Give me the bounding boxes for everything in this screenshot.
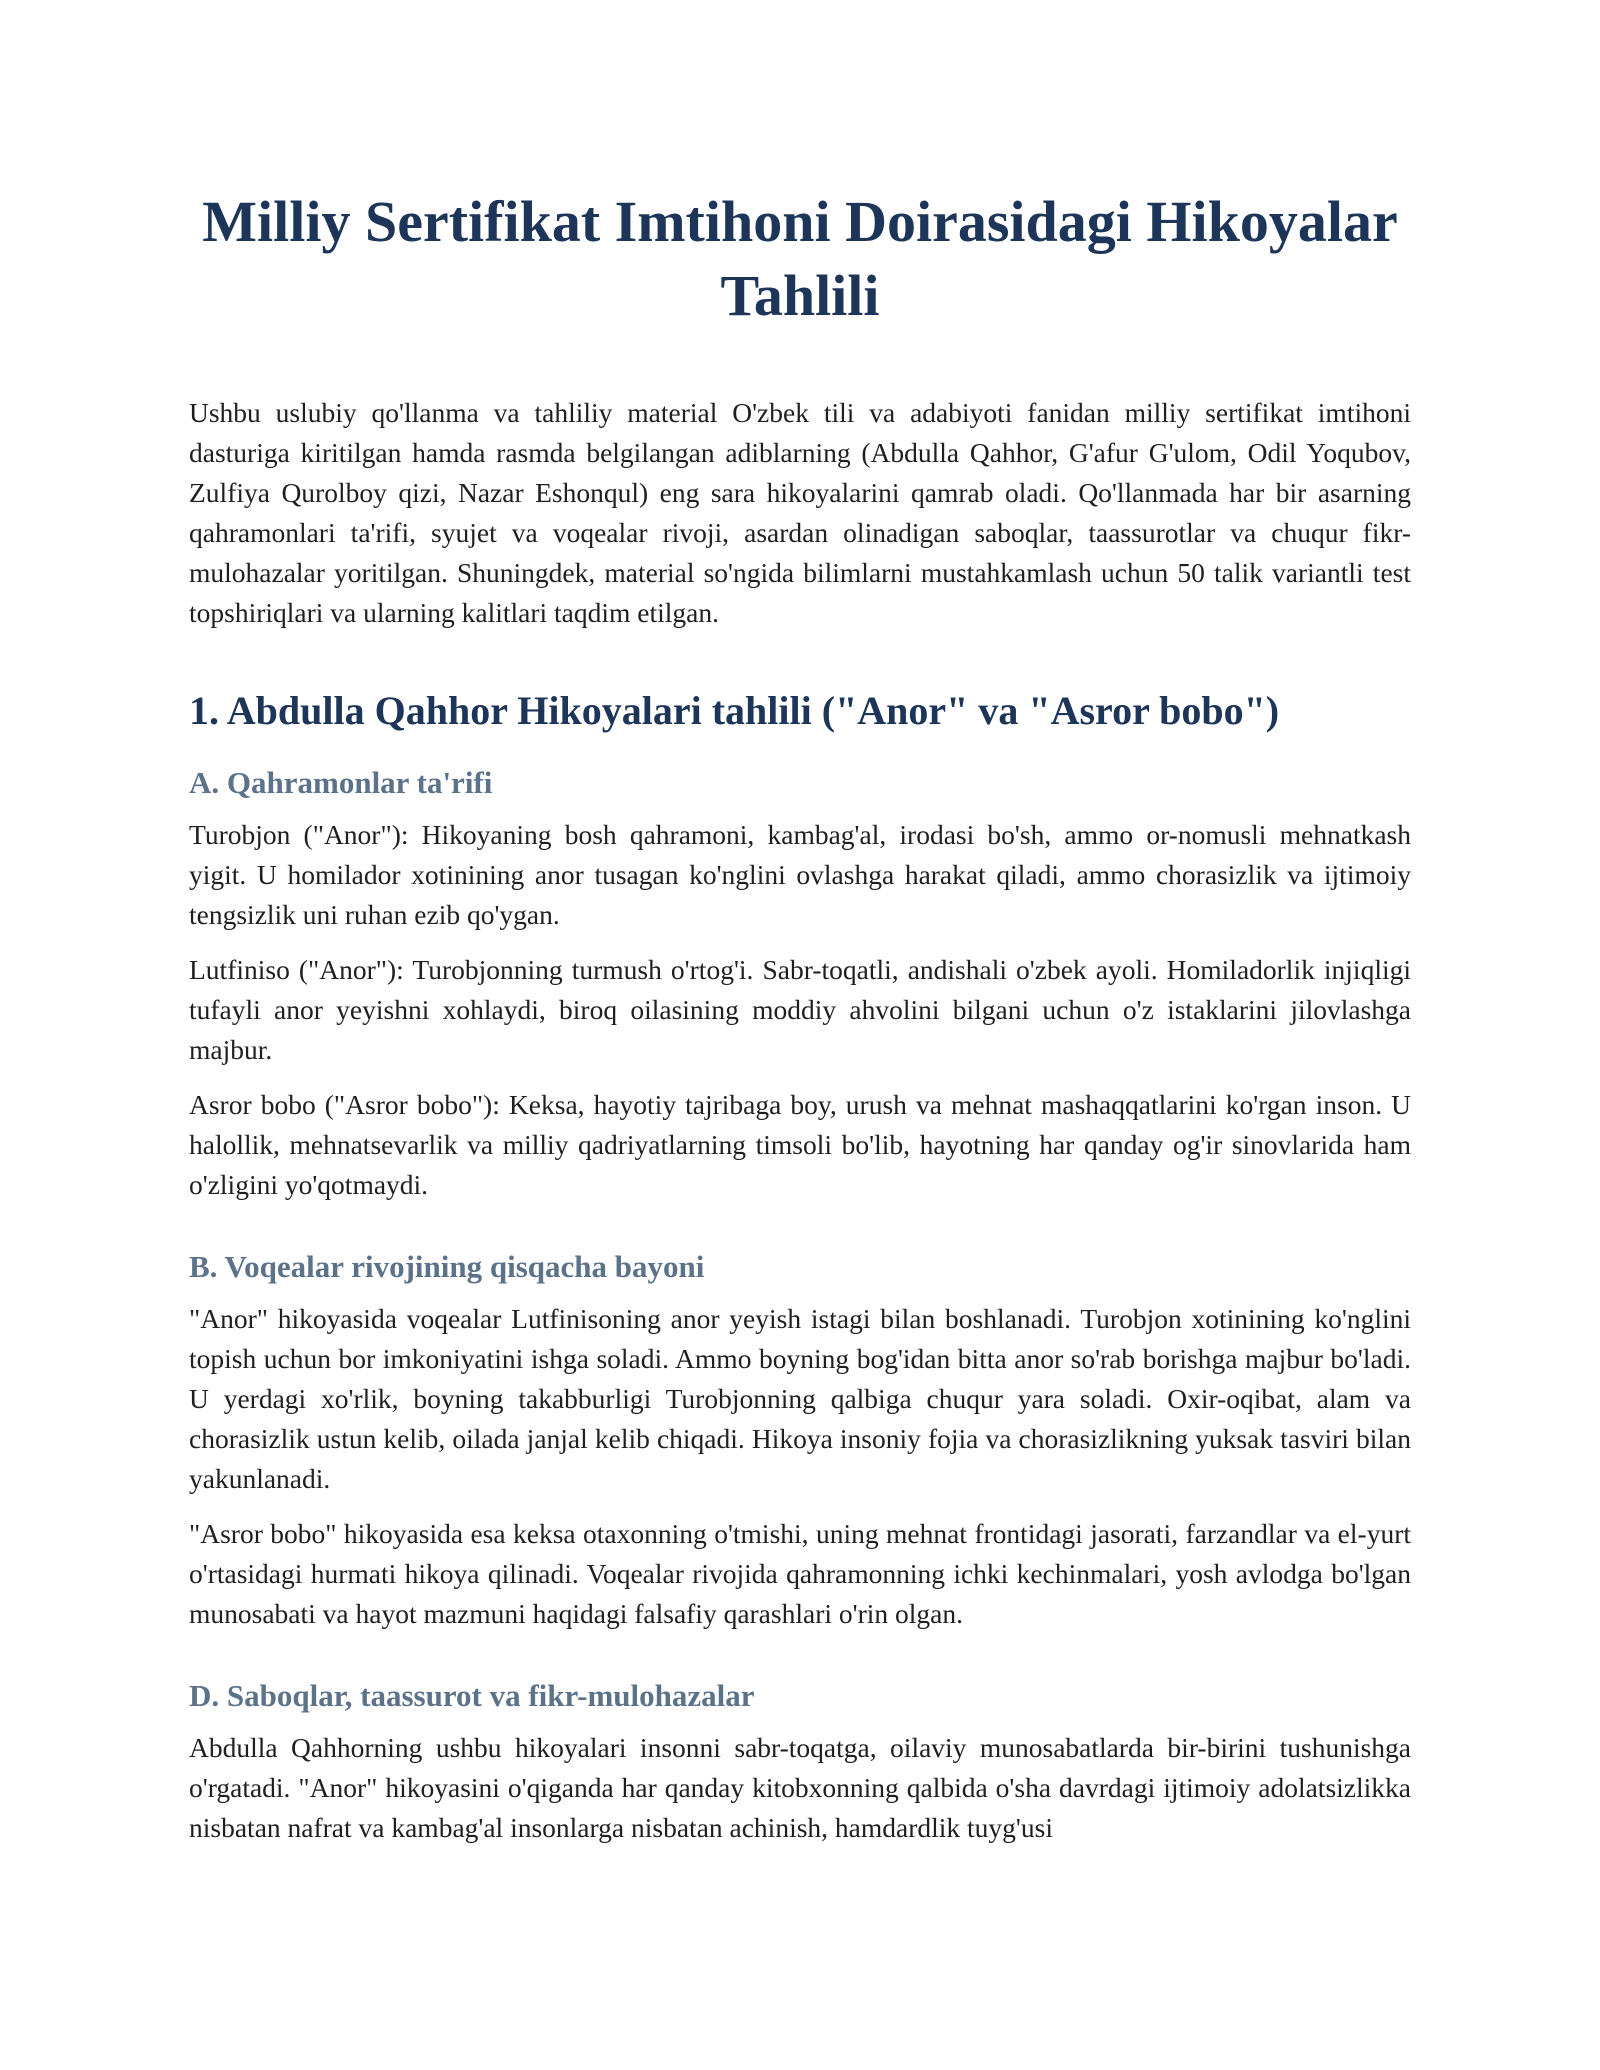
paragraph-asror-bobo: Asror bobo ("Asror bobo"): Keksa, hayotiy tajribaga boy, urush va mehnat mashaqqatlarini ko'rgan inson. U halollik, mehnatsevarlik va milliy qadriyatlarning timsoli bo'lib, hayotning har qanday og'ir sinovlarida ham o'zligini yo'qotmaydi. [189,1089,1411,1200]
subheading-qahramonlar: A. Qahramonlar ta'rifi [189,765,493,800]
intro-paragraph: Ushbu uslubiy qo'llanma va tahliliy material O'zbek tili va adabiyoti fanidan milliy sertifikat imtihoni dasturiga kiritilgan hamda rasmda belgilangan adiblarning (Abdulla Qahhor, G'afur G'ulom, Odil Yoqubov, Zulfiya Qurolboy qizi, Nazar Eshonqul) eng sara hikoyalarini qamrab oladi. Qo'llanmada har bir asarning qahramonlari ta'rifi, syujet va voqealar rivoji, asardan olinadigan saboqlar, taassurotlar va chuqur fikr-mulohazalar yoritilgan. Shuningdek, material so'ngida bilimlarni mustahkamlash uchun 50 talik variantli test topshiriqlari va ularning kalitlari taqdim etilgan. [189,397,1411,628]
document-title: Milliy Sertifikat Imtihoni Doirasidagi Hikoyalar Tahlili [202,189,1398,328]
paragraph-turobjon: Turobjon ("Anor"): Hikoyaning bosh qahramoni, kambag'al, irodasi bo'sh, ammo or-nomusli mehnatkash yigit. U homilador xotinining anor tusagan ko'nglini ovlashga harakat qiladi, ammo chorasizlik va ijtimoiy tengsizlik uni ruhan ezib qo'ygan. [189,819,1411,930]
section-heading-abdulla-qahhor: 1. Abdulla Qahhor Hikoyalari tahlili ("Anor" va "Asror bobo") [189,688,1280,733]
paragraph-lutfiniso: Lutfiniso ("Anor"): Turobjonning turmush o'rtog'i. Sabr-toqatli, andishali o'zbek ayoli. Homiladorlik injiqligi tufayli anor yeyishni xohlaydi, biroq oilasining moddiy ahvolini bilgani uchun o'z istaklarini jilovlashga majbur. [189,954,1411,1065]
document-page [189,185,1411,1848]
paragraph-anor-plot: "Anor" hikoyasida voqealar Lutfinisoning anor yeyish istagi bilan boshlanadi. Turobjon xotinining ko'nglini topish uchun bor imkoniyatini ishga soladi. Ammo boyning bog'idan bitta anor so'rab borishga majbur bo'ladi. U yerdagi xo'rlik, boyning takabburligi Turobjonning qalbiga chuqur yara soladi. Oxir-oqibat, alam va chorasizlik ustun kelib, oilada janjal kelib chiqadi. Hikoya insoniy fojia va chorasizlikning yuksak tasviri bilan yakunlanadi. [189,1303,1411,1494]
subheading-saboqlar: D. Saboqlar, taassurot va fikr-mulohazalar [189,1678,755,1713]
paragraph-saboqlar: Abdulla Qahhorning ushbu hikoyalari insonni sabr-toqatga, oilaviy munosabatlarda bir-birini tushunishga o'rgatadi. "Anor" hikoyasini o'qiganda har qanday kitobxonning qalbida o'sha davrdagi ijtimoiy adolatsizlikka nisbatan nafrat va kambag'al insonlarga nisbatan achinish, hamdardlik tuyg'usi [189,1732,1411,1843]
paragraph-asror-bobo-plot: "Asror bobo" hikoyasida esa keksa otaxonning o'tmishi, uning mehnat frontidagi jasorati, farzandlar va el-yurt o'rtasidagi hurmati hikoya qilinadi. Voqealar rivojida qahramonning ichki kechinmalari, yosh avlodga bo'lgan munosabati va hayot mazmuni haqidagi falsafiy qarashlari o'rin olgan. [189,1518,1411,1629]
subheading-voqealar: B. Voqealar rivojining qisqacha bayoni [189,1249,705,1284]
